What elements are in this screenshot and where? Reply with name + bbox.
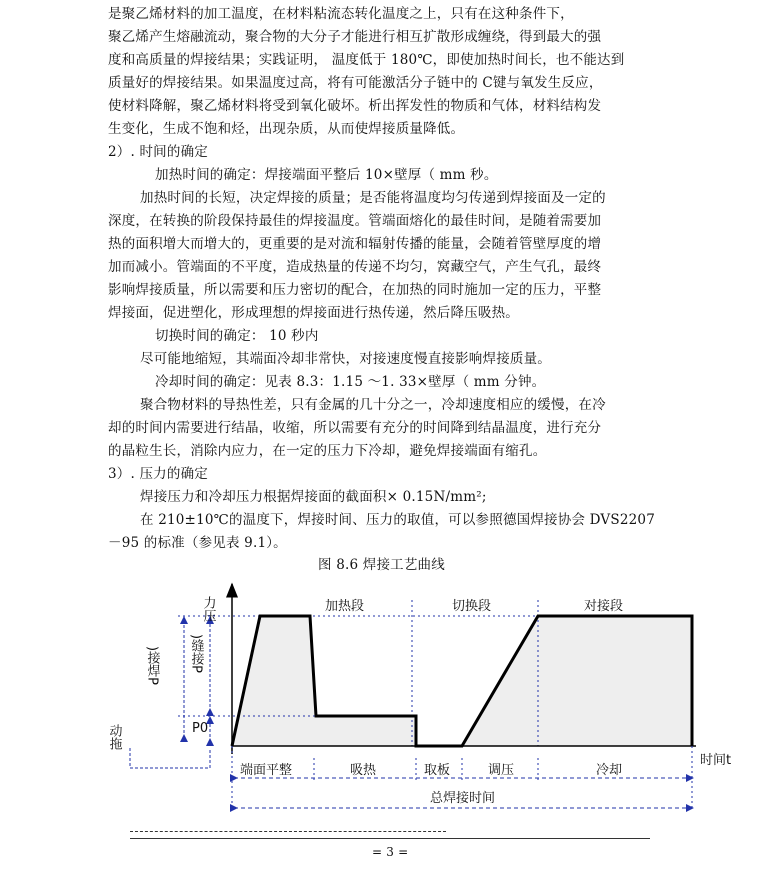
page-number: = 3 = [372, 845, 409, 859]
paragraph-line: 加热时间的长短，决定焊接的质量；是否能将温度均匀传递到焊接面及一定的 [140, 190, 606, 206]
subphase-heat-soak: 吸热 [350, 763, 377, 778]
seam-pressure-label: )缝接P [188, 634, 204, 673]
drag-pressure-label: 动拖 [106, 724, 122, 750]
paragraph-line: 影响焊接质量，所以需要和压力密切的配合，在加热的同时施加一定的压力，平整 [108, 282, 602, 298]
footer-rule [130, 838, 650, 839]
section-heading: 2）. 时间的确定 [108, 144, 208, 160]
subphase-plate-removal: 取板 [424, 763, 451, 778]
paragraph-line: 生变化，生成不饱和烃，出现杂质，从而使焊接质量降低。 [108, 121, 465, 137]
phase-switching: 切换段 [452, 599, 492, 614]
figure-caption: 图 8.6 焊接工艺曲线 [318, 557, 445, 573]
subphase-pressure-adjust: 调压 [488, 763, 515, 778]
paragraph-line: －95 的标准（参见表 9.1）。 [108, 535, 287, 551]
paragraph-line: 在 210±10℃的温度下，焊接时间、压力的取值，可以参照德国焊接协会 DVS2207 [140, 512, 655, 528]
paragraph-line: 深度，在转换的阶段保持最佳的焊接温度。管端面熔化的最佳时间，是随着需要加 [108, 213, 602, 229]
paragraph-line: 焊接面，促进塑化，形成理想的焊接面进行热传递，然后降压吸热。 [108, 305, 519, 321]
section-heading: 3）. 压力的确定 [108, 466, 208, 482]
joining-area [462, 616, 692, 746]
heating-area [232, 616, 416, 746]
paragraph-line: 切换时间的确定： 10 秒内 [155, 328, 319, 344]
paragraph-line: 加热时间的确定：焊接端面平整后 10×壁厚（ mm 秒。 [155, 167, 498, 183]
paragraph-line: 聚乙烯产生熔融流动，聚合物的大分子才能进行相互扩散形成缠绕，得到最大的强 [108, 29, 602, 45]
y-axis-label: 力压 [200, 596, 216, 622]
paragraph-line: 热的面积增大而增大的，更重要的是对流和辐射传播的能量，会随着管壁厚度的增 [108, 236, 602, 252]
paragraph-line: 聚合物材料的导热性差，只有金属的几十分之一，冷却速度相应的缓慢，在冷 [140, 397, 606, 413]
paragraph-line: 却的时间内需要进行结晶，收缩，所以需要有充分的时间降到结晶温度，进行充分 [108, 420, 602, 436]
paragraph-line: 焊接压力和冷却压力根据焊接面的截面积× 0.15N/mm²; [140, 489, 487, 505]
paragraph-line: 是聚乙烯材料的加工温度，在材料粘流态转化温度之上，只有在这种条件下， [108, 6, 574, 22]
paragraph-line: 加而减小。管端面的不平度，造成热量的传递不均匀，窝藏空气，产生气孔，最终 [108, 259, 602, 275]
x-axis-label: 时间t [700, 753, 732, 768]
pressure-zero-label: P0 [192, 721, 209, 736]
joint-pressure-label: )接焊P [144, 646, 160, 685]
paragraph-line: 使材料降解，聚乙烯材料将受到氧化破坏。析出挥发性的物质和气体，材料结构发 [108, 98, 602, 114]
paragraph-line: 尽可能地缩短，其端面冷却非常快，对接速度慢直接影响焊接质量。 [140, 351, 551, 367]
welding-process-diagram [100, 578, 740, 828]
paragraph-line: 度和高质量的焊接结果；实践证明， 温度低于 180℃，即使加热时间长，也不能达到 [108, 52, 625, 68]
phase-joining: 对接段 [584, 599, 624, 614]
paragraph-line: 质量好的焊接结果。如果温度过高，将有可能激活分子链中的 C键与氧发生反应， [108, 75, 603, 91]
paragraph-line: 的晶粒生长，消除内应力，在一定的压力下冷却，避免焊接端面有缩孔。 [108, 443, 547, 459]
paragraph-line: 冷却时间的确定：见表 8.3：1.15 ～1. 33×壁厚（ mm 分钟。 [155, 374, 546, 390]
phase-heating: 加热段 [325, 599, 365, 614]
subphase-cooling: 冷却 [596, 763, 623, 778]
total-time-label: 总焊接时间 [430, 791, 496, 806]
subphase-face-planing: 端面平整 [240, 763, 293, 778]
footer-rule-dashed [130, 831, 446, 832]
